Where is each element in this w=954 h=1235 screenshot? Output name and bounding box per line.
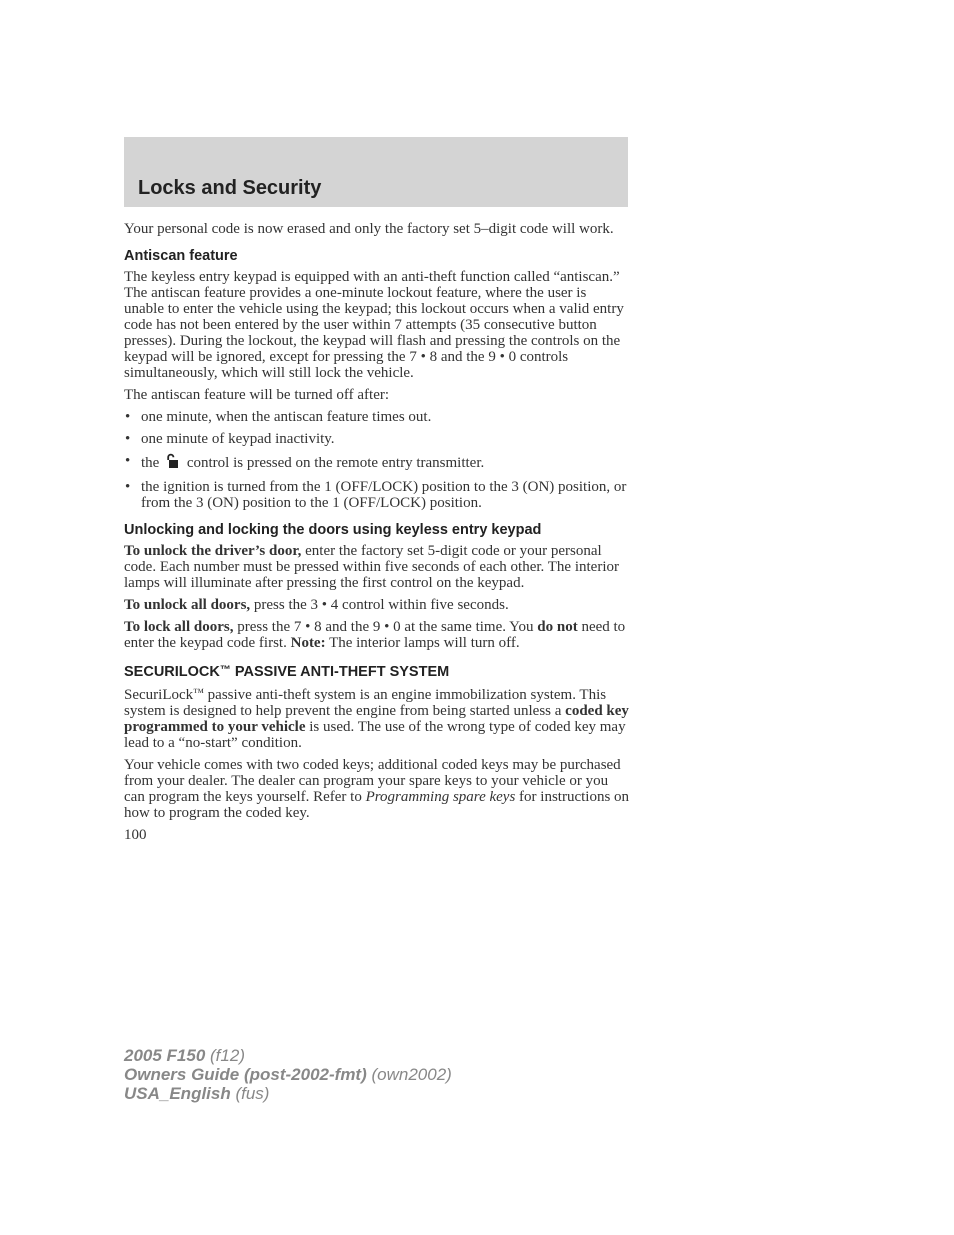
intro-paragraph: Your personal code is now erased and only the factory set 5–digit code will work.	[124, 221, 614, 237]
antiscan-paragraph: The keyless entry keypad is equipped with an anti-theft function called “antiscan.” The antiscan feature provides a one-minute lockout feature, where the user is unable to enter the vehicle using the keypad; this lockout occurs when a valid entry code has not been entered by the user within 7 attempts (35 consecutive button presses). During the lockout, the keypad will flash and pressing the controls on the keypad will be ignored, except for pressing the 7 • 8 and the 9 • 0 controls simultaneously, which will still lock the vehicle.	[124, 269, 624, 381]
footer-line-model: 2005 F150 (f12)	[124, 1046, 245, 1065]
lock-all-paragraph: To lock all doors, press the 7 • 8 and the 9 • 0 at the same time. You do not need to enter the keypad code first. Note: The interior lamps will turn off.	[124, 619, 626, 651]
antiscan-heading: Antiscan feature	[124, 248, 238, 264]
keypad-heading: Unlocking and locking the doors using keyless entry keypad	[124, 522, 542, 538]
unlock-icon	[165, 453, 179, 473]
list-item: • one minute of keypad inactivity.	[124, 431, 630, 447]
page-number: 100	[124, 827, 147, 843]
list-item: • one minute, when the antiscan feature times out.	[124, 409, 630, 425]
antiscan-turnoff-intro: The antiscan feature will be turned off after:	[124, 387, 390, 403]
section-title: Locks and Security	[138, 177, 322, 199]
unlock-all-paragraph: To unlock all doors, press the 3 • 4 control within five seconds.	[124, 597, 509, 613]
footer-line-language: USA_English (fus)	[124, 1084, 270, 1103]
securilock-paragraph-2: Your vehicle comes with two coded keys; additional coded keys may be purchased from your dealer. The dealer can program your spare keys to your vehicle or you can program the keys yourself. Refer to Programming spare keys for instructions on how to program the coded key.	[124, 757, 630, 821]
footer-line-guide: Owners Guide (post-2002-fmt) (own2002)	[124, 1065, 452, 1084]
antiscan-turnoff-list	[124, 409, 630, 511]
unlock-driver-paragraph: To unlock the driver’s door, enter the factory set 5-digit code or your personal code. Each number must be pressed within five seconds of each other. The interior lamps will illuminate after pressing the first control on the keypad.	[124, 543, 619, 591]
section-header-band	[124, 137, 628, 207]
securilock-paragraph-1: SecuriLock™ passive anti-theft system is an engine immobilization system. This system is designed to help prevent the engine from being started unless a coded key programmed to your vehicle is used. The use of the wrong type of coded key may lead to a “no-start” condition.	[124, 687, 629, 751]
document-footer	[124, 1046, 452, 1103]
securilock-heading: SECURILOCK™ PASSIVE ANTI-THEFT SYSTEM	[124, 664, 450, 680]
page-content	[124, 221, 630, 849]
list-item: • the control is pressed on the remote entry transmitter.	[124, 453, 630, 473]
list-item: • the ignition is turned from the 1 (OFF/LOCK) position to the 3 (ON) position, or from the 3 (ON) position to the 1 (OFF/LOCK) position.	[124, 479, 630, 511]
